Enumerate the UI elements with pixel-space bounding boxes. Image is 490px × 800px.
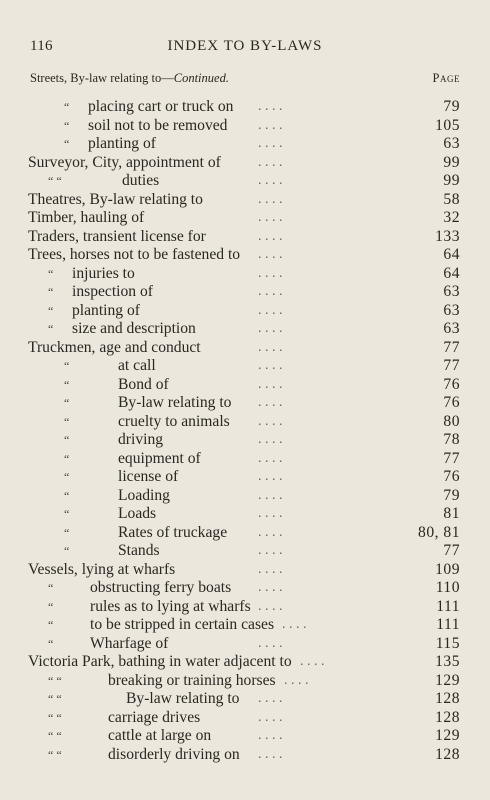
entry-text: cattle at large on [108,727,212,744]
entry-page-number: 99 [443,153,460,171]
entry-text: Trees, horses not to be fastened to [28,246,241,263]
entry-text: Timber, hauling of [28,209,145,226]
index-entry [28,505,460,524]
entry-page-number: 64 [443,264,460,282]
entry-page-number: 64 [443,246,460,263]
entry-text: Stands [118,542,160,559]
index-entry [28,635,460,654]
entry-page-number: 128 [435,708,460,726]
index-entry [28,431,460,450]
entry-page-number: 76 [443,375,460,393]
leader-dots: . . . . [258,395,283,410]
entry-text: injuries to [72,264,135,282]
index-entry [28,746,460,765]
leader-dots: . . . . [258,321,283,336]
leader-dots: . . . . [258,376,283,392]
index-entry [28,154,460,173]
entry-text: at call [118,357,156,374]
entry-text: placing cart or truck on [88,98,234,115]
ditto-mark: “ [48,303,54,318]
entry-text: planting of [88,135,156,152]
index-entry [28,357,460,376]
entry-text: Victoria Park, bathing in water adjacent to [28,653,292,670]
index-entry [28,98,460,117]
entry-page-number: 63 [443,301,460,319]
index-entry [28,672,460,691]
leader-dots: . . . . [258,506,283,521]
entry-page-number: 80, 81 [418,523,460,541]
page-column-label: Page [432,71,460,85]
entry-page-number: 111 [436,616,460,633]
index-entry [28,191,460,210]
leader-dots: . . . . [258,339,283,355]
leader-dots: . . . . [258,210,283,225]
leader-dots: . . . . [258,543,283,558]
index-entry [28,228,460,247]
entry-page-number: 76 [443,468,460,485]
leader-dots: . . . . [258,580,283,595]
index-entry [28,579,460,598]
leader-dots: . . . . [258,154,283,170]
index-entry [28,487,460,506]
entry-page-number: 77 [443,542,460,559]
entry-page-number: 63 [443,283,460,300]
index-entry [28,394,460,413]
leader-dots: . . . . [258,302,283,318]
ditto-mark: “ [64,507,70,521]
entry-text: duties [122,172,160,189]
index-entry [28,450,460,469]
ditto-mark: “ [64,525,70,540]
leader-dots: . . . . [258,413,283,429]
entry-text: carriage drives [108,708,201,726]
entry-page-number: 99 [443,172,460,189]
ditto-mark: “ [64,544,70,558]
entry-text: cruelty to animals [118,412,230,430]
index-entry [28,468,460,487]
entry-text: Loads [118,505,157,522]
index-entry [28,598,460,617]
index-entry [28,135,460,154]
ditto-mark: “ “ [48,174,62,188]
section-subhead [30,71,460,87]
entry-text: Vessels, lying at wharfs [28,560,176,578]
entry-page-number: 129 [435,671,460,689]
leader-dots: . . . . [284,672,309,688]
index-entry [28,690,460,709]
leader-dots: . . . . [258,358,283,373]
ditto-mark: “ [64,137,70,151]
ditto-mark: “ [64,396,70,410]
entry-page-number: 63 [443,135,460,152]
ditto-mark: “ [64,451,70,466]
ditto-mark: “ [48,618,54,632]
ditto-mark: “ [64,488,70,503]
entry-page-number: 128 [435,745,460,763]
leader-dots: . . . . [258,469,283,484]
entry-page-number: 133 [435,227,460,245]
index-entry [28,376,460,395]
entry-page-number: 80 [443,412,460,430]
entry-text: Rates of truckage [118,523,228,541]
index-entry [28,339,460,358]
entry-page-number: 77 [443,449,460,467]
leader-dots: . . . . [258,598,283,614]
entry-page-number: 77 [443,338,460,356]
entry-text: Truckmen, age and conduct [28,338,201,356]
leader-dots: . . . . [258,284,283,299]
leader-dots: . . . . [258,136,283,151]
leader-dots: . . . . [258,728,283,743]
entry-page-number: 78 [443,431,460,448]
entry-page-number: 115 [435,634,460,652]
ditto-mark: “ “ [48,692,62,706]
index-entries [28,98,460,764]
leader-dots: . . . . [258,524,283,540]
leader-dots: . . . . [282,617,307,632]
index-entry [28,302,460,321]
ditto-mark: “ [48,266,54,281]
entry-text: size and description [72,320,196,337]
entry-text: Loading [118,486,170,504]
entry-text: to be stripped in certain cases [90,616,275,633]
entry-text: obstructing ferry boats [90,579,232,596]
entry-page-number: 76 [443,394,460,411]
entry-page-number: 129 [435,727,460,744]
index-entry [28,727,460,746]
ditto-mark: “ “ [48,710,62,725]
entry-text: Bond of [118,375,169,393]
entry-text: Surveyor, City, appointment of [28,153,221,171]
entry-text: equipment of [118,449,201,467]
entry-page-number: 32 [443,209,460,226]
index-entry [28,265,460,284]
entry-text: Theatres, By-law relating to [28,190,203,208]
index-entry [28,616,460,635]
ditto-mark: “ [64,414,70,429]
entry-text: planting of [72,301,140,319]
leader-dots: . . . . [258,247,283,262]
page-number: 116 [30,38,53,54]
entry-page-number: 79 [443,98,460,115]
entry-page-number: 81 [443,505,460,522]
entry-page-number: 109 [435,560,460,578]
leader-dots: . . . . [258,117,283,133]
index-entry [28,117,460,136]
index-entry [28,172,460,191]
section-title: Streets, By-law relating to— [30,71,174,85]
index-entry [28,413,460,432]
ditto-mark: “ [48,322,54,336]
entry-page-number: 135 [435,653,460,670]
ditto-mark: “ [48,285,54,299]
ditto-mark: “ [64,118,70,133]
index-entry [28,709,460,728]
leader-dots: . . . . [258,228,283,244]
leader-dots: . . . . [258,265,283,281]
leader-dots: . . . . [258,173,283,188]
index-entry [28,542,460,561]
running-head: INDEX TO BY-LAWS [167,38,323,54]
index-entry [28,320,460,339]
leader-dots: . . . . [258,450,283,466]
entry-text: Wharfage of [90,634,169,652]
leader-dots: . . . . [258,635,283,651]
entry-text: disorderly driving on [108,745,240,763]
ditto-mark: “ [64,377,70,392]
leader-dots: . . . . [258,709,283,725]
entry-page-number: 58 [443,190,460,208]
entry-text: By-law relating to [126,690,240,707]
ditto-mark: “ [48,636,54,651]
entry-page-number: 77 [443,357,460,374]
entry-text: driving [118,431,164,448]
continued-label: Continued. [173,71,229,85]
entry-text: By-law relating to [118,394,232,411]
index-entry [28,524,460,543]
leader-dots: . . . . [258,487,283,503]
leader-dots: . . . . [258,99,283,114]
ditto-mark: “ [48,581,54,595]
leader-dots: . . . . [258,691,283,706]
ditto-mark: “ “ [48,729,62,743]
entry-page-number: 63 [443,320,460,337]
ditto-mark: “ [64,433,70,447]
entry-text: license of [118,468,179,485]
entry-text: Traders, transient license for [28,227,206,245]
leader-dots: . . . . [258,432,283,447]
leader-dots: . . . . [300,654,325,669]
ditto-mark: “ “ [48,747,62,762]
leader-dots: . . . . [258,746,283,762]
entry-page-number: 128 [435,690,460,707]
index-entry [28,246,460,265]
leader-dots: . . . . [258,561,283,577]
index-entry [28,209,460,228]
ditto-mark: “ “ [48,673,62,688]
entry-page-number: 79 [443,486,460,504]
index-entry [28,283,460,302]
entry-text: breaking or training horses [108,671,276,689]
entry-text: soil not to be removed [88,116,228,134]
ditto-mark: “ [64,100,70,114]
page-header [30,38,460,58]
ditto-mark: “ [64,470,70,484]
ditto-mark: “ [48,599,54,614]
entry-page-number: 110 [435,579,460,596]
ditto-mark: “ [64,359,70,373]
entry-text: inspection of [72,283,153,300]
index-entry [28,561,460,580]
leader-dots: . . . . [258,191,283,207]
index-entry [28,653,460,672]
entry-page-number: 111 [436,597,460,615]
entry-text: rules as to lying at wharfs [90,597,251,615]
entry-page-number: 105 [435,116,460,134]
